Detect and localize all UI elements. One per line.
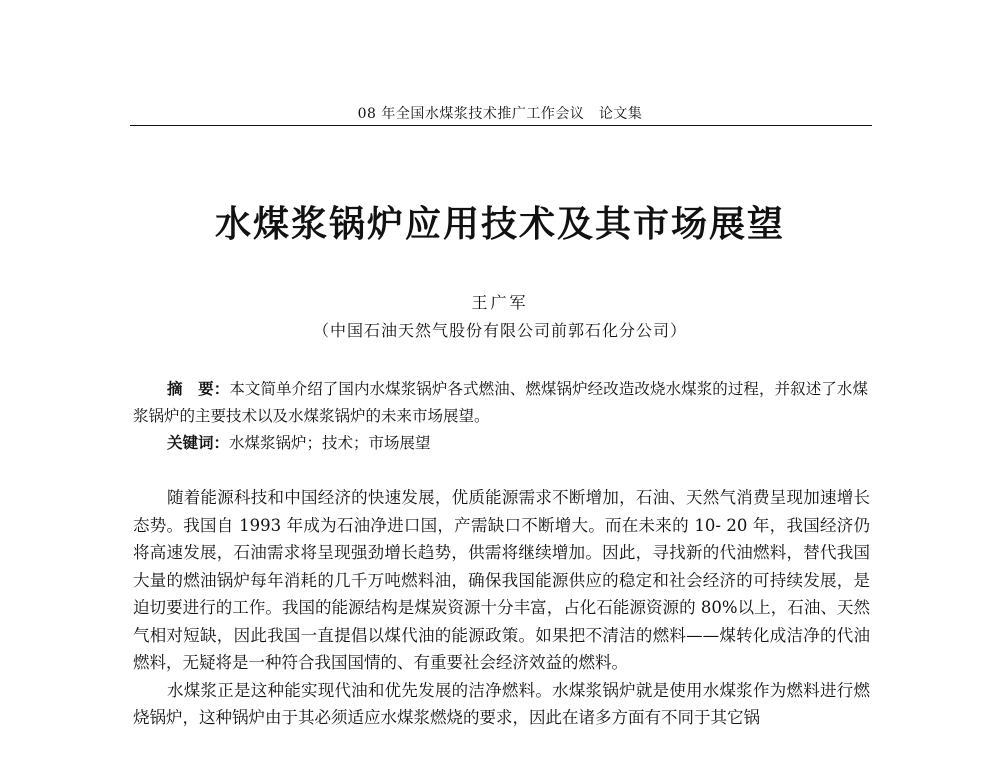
body-paragraph: 随着能源科技和中国经济的快速发展，优质能源需求不断增加，石油、天然气消费呈现加速增长态势。我国自 1993 年成为石油净进口国，产需缺口不断增大。而在未来的 10- 20 年，我国经济仍将高速发展，石油需求将呈现强劲增长趋势，供需将继续增加。因此，寻找新的代油燃料，替代我国大量的燃油锅炉每年消耗的几千万吨燃料油，确保我国能源供应的稳定和社会经济的可持续发展，是迫切要进行的工作。我国的能源结构是煤炭资源十分丰富，占化石能源资源的 80%以上，石油、天然气相对短缺，因此我国一直提倡以煤代油的能源政策。如果把不清洁的燃料——煤转化成洁净的代油燃料，无疑将是一种符合我国国情的、有重要社会经济效益的燃料。	[133, 488, 870, 672]
body-paragraph: 水煤浆正是这种能实现代油和优先发展的洁净燃料。水煤浆锅炉就是使用水煤浆作为燃料进行燃烧锅炉，这种锅炉由于其必须适应水煤浆燃烧的要求，因此在诸多方面有不同于其它锅	[133, 680, 870, 727]
abstract-label: 摘 要：	[167, 380, 230, 398]
running-header: 08 年全国水煤浆技术推广工作会议 论文集	[357, 106, 643, 122]
body-text	[133, 484, 870, 732]
keywords-label: 关键词：	[167, 434, 230, 452]
author-name: 王广军	[471, 293, 529, 312]
keywords	[167, 430, 431, 457]
author-affiliation: （中国石油天然气股份有限公司前郭石化分公司）	[312, 321, 687, 340]
abstract-text: 本文简单介绍了国内水煤浆锅炉各式燃油、燃煤锅炉经改造改烧水煤浆的过程，并叙述了水煤浆锅炉的主要技术以及水煤浆锅炉的未来市场展望。	[133, 380, 868, 425]
header-rule	[130, 125, 872, 126]
keywords-text: 水煤浆锅炉；技术；市场展望	[229, 434, 431, 452]
article-title: 水煤浆锅炉应用技术及其市场展望	[214, 204, 785, 245]
abstract	[133, 376, 868, 430]
